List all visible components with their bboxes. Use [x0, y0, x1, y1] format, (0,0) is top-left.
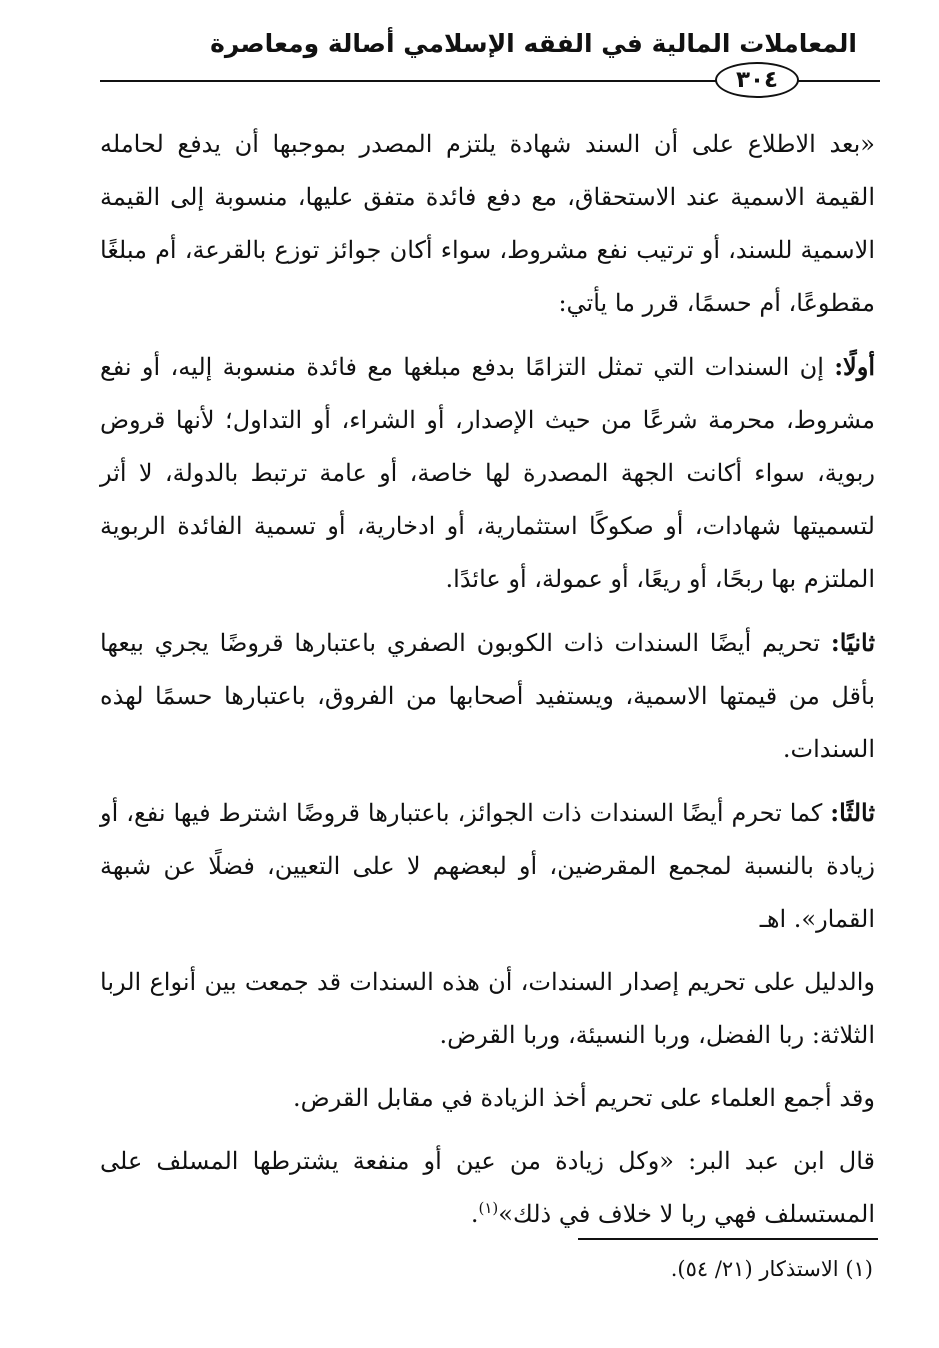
third-ruling-text: كما تحرم أيضًا السندات ذات الجوائز، باعتبارها قروضًا اشترط فيها نفع، أو زيادة بالنسبة لمجمع المقرضين، أو لبعضهم لا على التعيين، فضلًا عن شبهة القمار». اهـ	[100, 799, 875, 933]
paragraph-second-ruling	[100, 616, 875, 776]
running-header-title: المعاملات المالية في الفقه الإسلامي أصالة ومعاصرة	[210, 29, 857, 58]
first-ruling-label: أولًا:	[834, 352, 875, 381]
second-ruling-label: ثانيًا:	[830, 628, 875, 657]
footnote-separator	[578, 1238, 878, 1240]
paragraph-evidence: والدليل على تحريم إصدار السندات، أن هذه السندات قد جمعت بين أنواع الربا الثلاثة: ربا الفضل، وربا النسيئة، وربا القرض.	[100, 968, 875, 1049]
paragraph-third-ruling	[100, 786, 875, 946]
paragraph-ibn-abd-al-barr	[100, 1135, 875, 1241]
quote-end-period: .	[470, 1200, 479, 1228]
page-number-badge: ٣٠٤	[715, 62, 799, 98]
first-ruling-text: إن السندات التي تمثل التزامًا بدفع مبلغها مع فائدة منسوبة إليه، أو نفع مشروط، محرمة شرعًا من حيث الإصدار، أو الشراء، أو التداول؛ لأنها قروض ربوية، سواء أكانت الجهة المصدرة لها خاصة، أو عامة ترتبط بالدولة، لا أثر لتسميتها شهادات، أو صكوكًا استثمارية، أو ادخارية، أو تسمية الفائدة الربوية الملتزم بها ربحًا، أو ريعًا، أو عمولة، أو عائدًا.	[100, 353, 875, 593]
footnote-1: (١) الاستذكار (٢١/ ٥٤).	[670, 1257, 873, 1281]
paragraph-consensus: وقد أجمع العلماء على تحريم أخذ الزيادة في مقابل القرض.	[292, 1084, 875, 1112]
main-text	[100, 118, 875, 1251]
second-ruling-text: تحريم أيضًا السندات ذات الكوبون الصفري باعتبارها قروضًا يجري بيعها بأقل من قيمتها الاسمية، ويستفيد أصحابها من الفروق، باعتبارها حسمًا لهذه السندات.	[100, 629, 876, 763]
paragraph-first-ruling	[100, 340, 875, 606]
third-ruling-label: ثالثًا:	[830, 798, 875, 827]
footnote-reference[interactable]: (١)	[478, 1199, 499, 1217]
paragraph-quote-intro: «بعد الاطلاع على أن السند شهادة يلتزم المصدر بموجبها أن يدفع لحامله القيمة الاسمية عند الاستحقاق، مع دفع فائدة متفق عليها، منسوبة إلى القيمة الاسمية للسند، أو ترتيب نفع مشروط، سواء أكان جوائز توزع بالقرعة، أم مبلغًا مقطوعًا، أم حسمًا، قرر ما يأتي:	[100, 130, 875, 317]
ibn-abd-al-barr-quote: قال ابن عبد البر: «وكل زيادة من عين أو منفعة يشترطها المسلف على المستسلف فهي ربا لا خلاف في ذلك»	[100, 1147, 875, 1228]
